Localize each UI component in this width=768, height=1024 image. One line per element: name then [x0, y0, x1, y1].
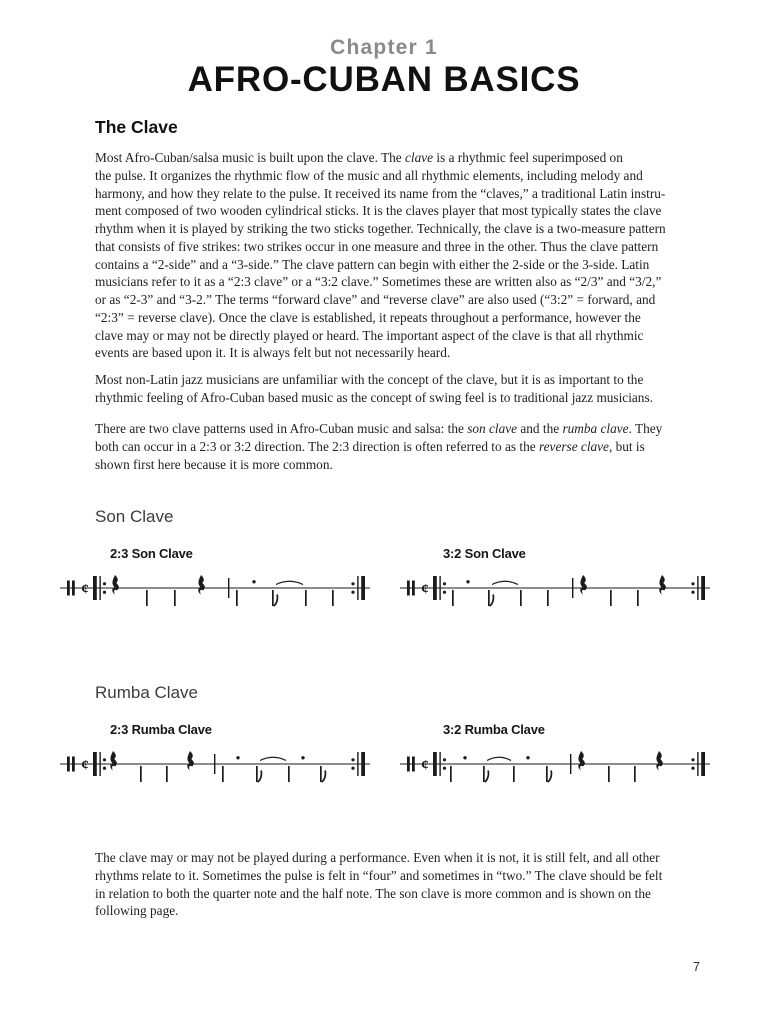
paragraph-intro: Most Afro-Cuban/salsa music is built upon the clave. The clave is a rhythmic feel superimposed on the pulse. It organizes the rhythmic flow of the music and all rhythmic elements, including melody and harmony, and how they relate to the pulse. It received its name from the “claves,” a traditional Latin instru- ment composed of two wooden cylindrical sticks. It is the claves player that most typically states the clave rhythm when it is played by striking the two sticks together. Technically, the clave is a two-measure pattern that consists of five strikes: two strikes occur in one measure and three in the other. Thus the clave pattern contains a “2-side” and a “3-side.” The clave pattern can begin with either the 2-side or the 3-side. Latin musicians refer to it as a “2:3 clave” or a “3:2 clave.” Sometimes these are written also as “2/3” and “3/2,” or as “2-3” and “3-2.” The terms “forward clave” and “reverse clave” are also used (“3:2” = forward, and “2:3” = reverse clave). Once the clave is established, it repeats throughout a performance, however the clave may or may not be directly played or heard. The important aspect of the clave is that all rhythmic events are based upon it. It is always felt but not necessarily heard.	[95, 150, 666, 361]
staff-3-2-rumba-clave	[400, 746, 710, 794]
label-2-3-rumba-clave: 2:3 Rumba Clave	[110, 722, 212, 737]
svg-text:¢: ¢	[421, 581, 429, 598]
label-3-2-rumba-clave: 3:2 Rumba Clave	[443, 722, 545, 737]
heading-son-clave: Son Clave	[95, 507, 174, 526]
paragraph-jazz-musicians: Most non-Latin jazz musicians are unfamiliar with the concept of the clave, but it is as important to the rhythmic feeling of Afro-Cuban based music as the concept of swing feel is to traditional jazz musicians.	[95, 372, 653, 405]
staff-3-2-son-clave	[400, 570, 710, 618]
staff-2-3-son-clave	[60, 570, 370, 618]
chapter-label: Chapter 1	[330, 36, 438, 59]
section-heading-the-clave: The Clave	[95, 117, 178, 137]
label-3-2-son-clave: 3:2 Son Clave	[443, 546, 526, 561]
label-2-3-son-clave: 2:3 Son Clave	[110, 546, 193, 561]
page-title: AFRO-CUBAN BASICS	[187, 60, 581, 99]
heading-rumba-clave: Rumba Clave	[95, 683, 198, 702]
svg-text:¢: ¢	[81, 581, 89, 598]
svg-text:¢: ¢	[81, 757, 89, 774]
paragraph-two-patterns: There are two clave patterns used in Afro-Cuban music and salsa: the son clave and the rumba clave. They both can occur in a 2:3 or 3:2 direction. The 2:3 direction is often referred to as the reverse clave, but is shown first here because it is more common.	[95, 421, 663, 472]
page-number: 7	[693, 960, 700, 974]
paragraph-closing: The clave may or may not be played during a performance. Even when it is not, it is still felt, and all other rhythms relate to it. Sometimes the pulse is felt in “four” and sometimes in “two.” The clave should be felt in relation to both the quarter note and the half note. The son clave is more common and is shown on the following page.	[95, 850, 663, 919]
staff-2-3-rumba-clave	[60, 746, 370, 794]
svg-text:¢: ¢	[421, 757, 429, 774]
